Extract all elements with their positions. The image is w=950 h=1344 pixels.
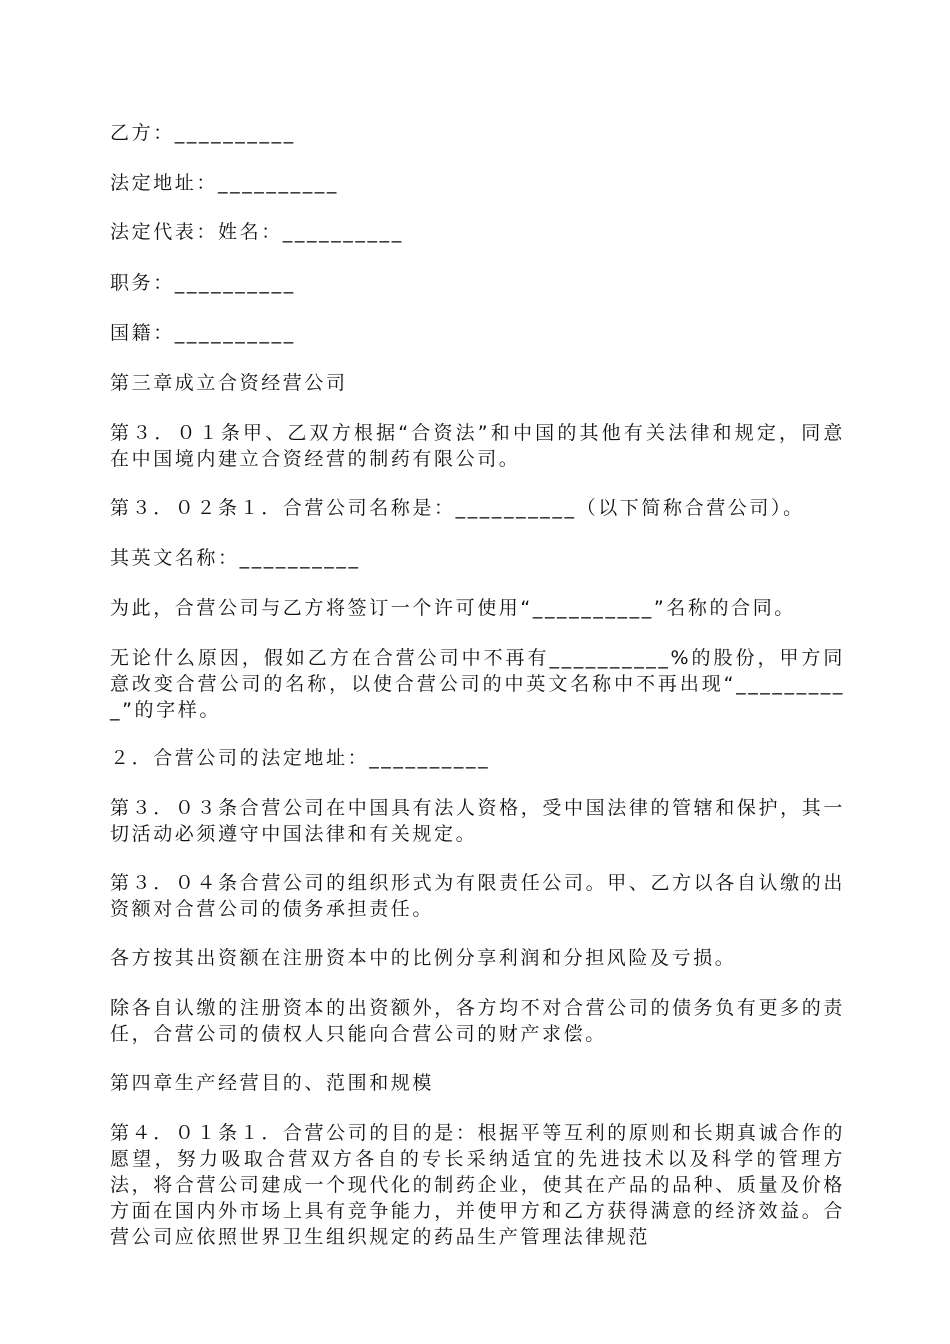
article-3-03: 第３．０３条合营公司在中国具有法人资格，受中国法律的管辖和保护，其一切活动必须遵守中国法律和有关规定。 [110, 797, 845, 845]
article-3-02-name: 第３．０２条１．合营公司名称是：__________（以下简称合营公司）。 [110, 497, 805, 519]
profit-sharing-paragraph: 各方按其出资额在注册资本中的比例分享利润和分担风险及亏损。 [110, 947, 737, 969]
chapter-three-heading: 第三章成立合资经营公司 [110, 372, 348, 394]
legal-representative-line: 法定代表：姓名：__________ [110, 221, 404, 243]
company-legal-address-line: ２．合营公司的法定地址：__________ [110, 747, 491, 769]
legal-address-line: 法定地址：__________ [110, 172, 340, 194]
nationality-line: 国籍：__________ [110, 322, 296, 344]
party-b-line: 乙方：__________ [110, 122, 296, 144]
article-3-04: 第３．０４条合营公司的组织形式为有限责任公司。甲、乙方以各自认缴的出资额对合营公司的债务承担责任。 [110, 872, 845, 920]
chapter-four-heading: 第四章生产经营目的、范围和规模 [110, 1072, 435, 1094]
liability-paragraph: 除各自认缴的注册资本的出资额外，各方均不对合营公司的债务负有更多的责任，合营公司的债权人只能向合营公司的财产求偿。 [110, 997, 845, 1045]
license-contract-paragraph: 为此，合营公司与乙方将签订一个许可使用“__________”名称的合同。 [110, 597, 796, 619]
english-name-line: 其英文名称：__________ [110, 547, 361, 569]
name-change-paragraph: 无论什么原因，假如乙方在合营公司中不再有__________%的股份，甲方同意改变合营公司的名称，以使合营公司的中英文名称中不再出现“__________”的字样。 [110, 647, 845, 721]
article-4-01: 第４．０１条１．合营公司的目的是：根据平等互利的原则和长期真诚合作的愿望，努力吸取合营双方各自的专长采纳适宜的先进技术以及科学的管理方法，将合营公司建成一个现代化的制药企业，使其在产品的品种、质量及价格方面在国内外市场上具有竞争能力，并使甲方和乙方获得满意的经济效益。合营公司应依照世界卫生组织规定的药品生产管理法律规范 [110, 1122, 845, 1248]
position-line: 职务：__________ [110, 272, 296, 294]
article-3-01: 第３．０１条甲、乙双方根据“合资法”和中国的其他有关法律和规定，同意在中国境内建立合资经营的制药有限公司。 [110, 422, 845, 470]
